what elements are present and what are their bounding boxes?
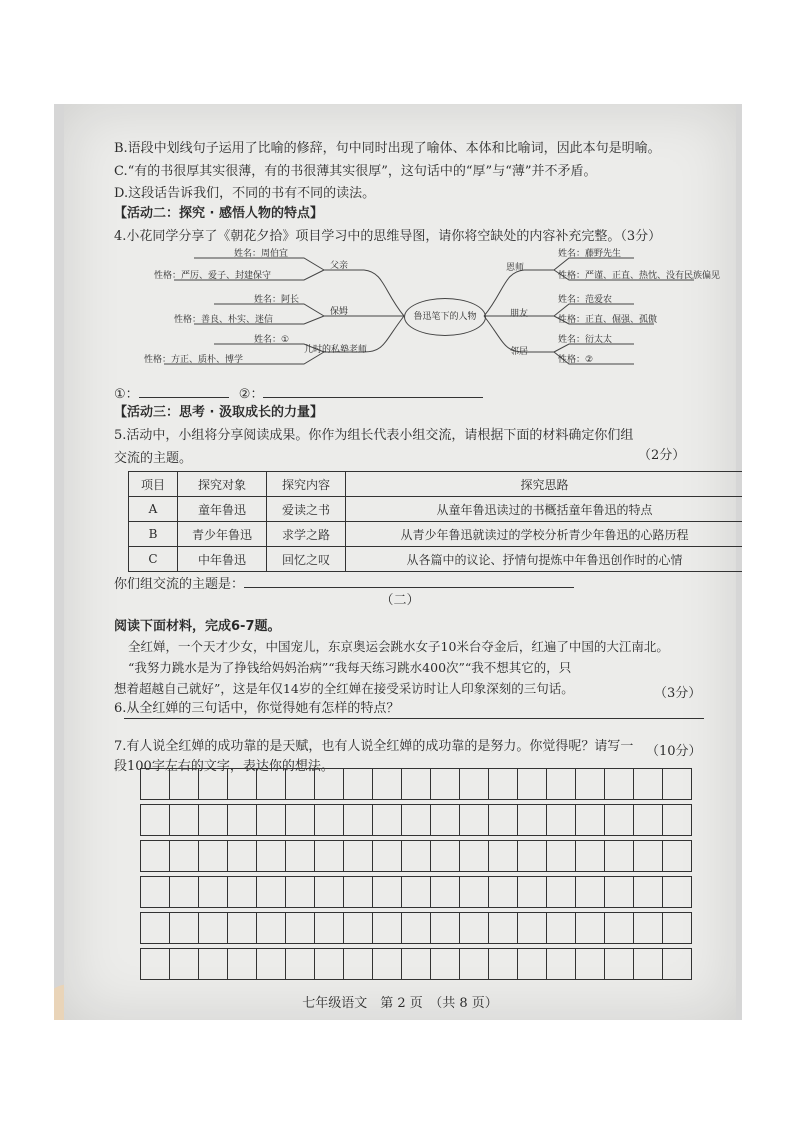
table-header-cell: 探究对象 — [178, 472, 267, 497]
grid-cell[interactable] — [372, 913, 401, 943]
grid-cell[interactable] — [343, 841, 372, 871]
table-cell: 求学之路 — [267, 522, 346, 547]
grid-cell[interactable] — [198, 769, 227, 799]
reading-para-2: “我努力跳水是为了挣钱给妈妈治病”“我每天练习跳水400次”“我不想其它的，只 — [128, 660, 572, 675]
table-header-row — [129, 472, 743, 497]
grid-cell[interactable] — [169, 805, 198, 835]
grid-cell[interactable] — [517, 805, 546, 835]
grid-cell[interactable] — [488, 877, 517, 907]
table-cell: 回忆之叹 — [267, 547, 346, 572]
grid-cell[interactable] — [285, 949, 314, 979]
question-7-score: （10分） — [646, 744, 702, 759]
table-cell: B — [129, 522, 178, 547]
grid-cell[interactable] — [517, 841, 546, 871]
grid-cell[interactable] — [488, 913, 517, 943]
grid-cell[interactable] — [285, 913, 314, 943]
neighbor-branch: 邻居 — [510, 347, 529, 357]
grid-cell[interactable] — [575, 841, 604, 871]
writing-grid[interactable] — [140, 768, 692, 984]
grid-cell[interactable] — [633, 769, 662, 799]
grid-cell[interactable] — [604, 805, 633, 835]
grid-cell[interactable] — [401, 805, 430, 835]
grid-cell[interactable] — [227, 877, 256, 907]
grid-cell[interactable] — [488, 949, 517, 979]
grid-cell[interactable] — [488, 841, 517, 871]
table-cell: A — [129, 497, 178, 522]
nanny-branch: 保姆 — [330, 307, 349, 317]
grid-cell[interactable] — [517, 769, 546, 799]
grid-cell[interactable] — [169, 877, 198, 907]
grid-cell[interactable] — [633, 877, 662, 907]
grid-cell[interactable] — [140, 877, 169, 907]
grid-cell[interactable] — [430, 841, 459, 871]
table-cell: C — [129, 547, 178, 572]
grid-cell[interactable] — [343, 805, 372, 835]
grid-cell[interactable] — [546, 769, 575, 799]
table-cell: 从青少年鲁迅就读过的学校分析青少年鲁迅的心路历程 — [346, 522, 743, 547]
neighbor-trait: 性格：② — [558, 355, 594, 365]
grid-cell[interactable] — [401, 877, 430, 907]
nanny-name: 姓名：阿长 — [254, 295, 300, 305]
grid-cell[interactable] — [372, 877, 401, 907]
grid-cell[interactable] — [604, 877, 633, 907]
reading-para-3: 想着超越自己就好”，这是年仅14岁的全红婵在接受采访时让人印象深刻的三句话。 — [114, 681, 574, 696]
grid-row[interactable] — [140, 804, 692, 836]
grid-cell[interactable] — [140, 769, 169, 799]
option-d: D.这段话告诉我们，不同的书有不同的读法。 — [114, 186, 376, 201]
grid-cell[interactable] — [430, 949, 459, 979]
grid-cell[interactable] — [459, 841, 488, 871]
question-5-score: （2分） — [638, 448, 686, 463]
blank-1-line[interactable] — [139, 397, 229, 398]
theme-blank-line[interactable] — [244, 587, 574, 588]
grid-cell[interactable] — [372, 949, 401, 979]
grid-cell[interactable] — [256, 913, 285, 943]
grid-cell[interactable] — [575, 877, 604, 907]
mentor-branch: 恩师 — [506, 263, 525, 273]
grid-cell[interactable] — [140, 805, 169, 835]
grid-cell[interactable] — [256, 949, 285, 979]
grid-cell[interactable] — [256, 805, 285, 835]
grid-cell[interactable] — [662, 841, 692, 871]
inquiry-table — [128, 471, 742, 572]
grid-cell[interactable] — [430, 877, 459, 907]
grid-cell[interactable] — [256, 841, 285, 871]
grid-cell[interactable] — [459, 913, 488, 943]
grid-cell[interactable] — [169, 841, 198, 871]
grid-cell[interactable] — [517, 949, 546, 979]
question-6: 6.从全红婵的三句话中，你觉得她有怎样的特点？ — [114, 701, 400, 716]
friend-name: 姓名：范爱农 — [558, 295, 613, 305]
grid-cell[interactable] — [198, 877, 227, 907]
grid-cell[interactable] — [227, 913, 256, 943]
grid-row[interactable] — [140, 840, 692, 872]
grid-cell[interactable] — [546, 841, 575, 871]
grid-cell[interactable] — [662, 805, 692, 835]
grid-cell[interactable] — [401, 769, 430, 799]
question-5-line1: 5.活动中，小组将分享阅读成果。你作为组长代表小组交流，请根据下面的材料确定你们组 — [114, 428, 634, 443]
question-6-answer-line[interactable] — [124, 718, 704, 719]
grid-cell[interactable] — [633, 841, 662, 871]
nanny-trait: 性格：善良、朴实、迷信 — [174, 315, 274, 325]
section-two-heading: （二） — [380, 593, 420, 608]
option-c: C.“有的书很厚其实很薄，有的书很薄其实很厚”，这句话中的“厚”与“薄”并不矛盾。 — [114, 164, 597, 179]
grid-cell[interactable] — [140, 913, 169, 943]
grid-cell[interactable] — [604, 913, 633, 943]
friend-branch: 朋友 — [510, 309, 529, 319]
grid-cell[interactable] — [546, 805, 575, 835]
grid-cell[interactable] — [285, 805, 314, 835]
grid-cell[interactable] — [314, 805, 343, 835]
grid-cell[interactable] — [198, 841, 227, 871]
grid-cell[interactable] — [314, 841, 343, 871]
mind-map — [144, 249, 721, 384]
grid-cell[interactable] — [459, 805, 488, 835]
grid-cell[interactable] — [401, 841, 430, 871]
grid-cell[interactable] — [546, 877, 575, 907]
grid-cell[interactable] — [343, 913, 372, 943]
grid-cell[interactable] — [633, 805, 662, 835]
grid-cell[interactable] — [575, 913, 604, 943]
grid-cell[interactable] — [517, 913, 546, 943]
grid-cell[interactable] — [401, 913, 430, 943]
grid-cell[interactable] — [604, 949, 633, 979]
reading-para-1: 全红婵，一个天才少女，中国宠儿，东京奥运会跳水女子10米台夺金后，红遍了中国的大江南北。 — [128, 639, 669, 654]
grid-cell[interactable] — [488, 805, 517, 835]
grid-row[interactable] — [140, 768, 692, 800]
option-b: B.语段中划线句子运用了比喻的修辞，句中同时出现了喻体、本体和比喻词，因此本句是明喻。 — [114, 141, 661, 156]
page-footer: 七年级语文 第 2 页 （共 8 页） — [302, 996, 498, 1011]
grid-cell[interactable] — [372, 841, 401, 871]
grid-cell[interactable] — [575, 769, 604, 799]
father-trait: 性格：严厉、爱子、封建保守 — [154, 271, 272, 281]
grid-cell[interactable] — [517, 877, 546, 907]
grid-cell[interactable] — [314, 877, 343, 907]
grid-cell[interactable] — [169, 949, 198, 979]
neighbor-name: 姓名：衍太太 — [558, 335, 613, 345]
grid-cell[interactable] — [227, 949, 256, 979]
grid-cell[interactable] — [546, 913, 575, 943]
grid-cell[interactable] — [198, 913, 227, 943]
grid-cell[interactable] — [459, 949, 488, 979]
grid-cell[interactable] — [314, 949, 343, 979]
grid-cell[interactable] — [256, 769, 285, 799]
grid-cell[interactable] — [372, 769, 401, 799]
table-cell: 从各篇中的议论、抒情句提炼中年鲁迅创作时的心情 — [346, 547, 743, 572]
grid-cell[interactable] — [372, 805, 401, 835]
grid-cell[interactable] — [285, 877, 314, 907]
question-4: 4.小花同学分享了《朝花夕拾》项目学习中的思维导图，请你将空缺处的内容补充完整。（3分） — [114, 229, 662, 244]
grid-cell[interactable] — [227, 769, 256, 799]
grid-cell[interactable] — [227, 841, 256, 871]
grid-row[interactable] — [140, 876, 692, 908]
grid-cell[interactable] — [459, 877, 488, 907]
friend-trait: 性格：正直、倔强、孤傲 — [558, 315, 658, 325]
blank-2-label: ②： — [238, 387, 264, 402]
question-7-line2: 段100字左右的文字，表达你的想法。 — [114, 759, 334, 774]
question-5-line2: 交流的主题。 — [114, 451, 193, 466]
grid-cell[interactable] — [227, 805, 256, 835]
table-cell: 青少年鲁迅 — [178, 522, 267, 547]
grid-cell[interactable] — [256, 877, 285, 907]
photo-background — [54, 104, 742, 1020]
teacher-trait: 性格：方正、质朴、博学 — [144, 355, 244, 365]
grid-cell[interactable] — [343, 877, 372, 907]
grid-cell[interactable] — [198, 949, 227, 979]
grid-cell[interactable] — [459, 769, 488, 799]
grid-cell[interactable] — [314, 913, 343, 943]
table-row — [129, 547, 743, 572]
blank-1-label: ①： — [114, 387, 139, 402]
grid-cell[interactable] — [169, 769, 198, 799]
table-header-cell: 项目 — [129, 472, 178, 497]
teacher-name: 姓名：① — [254, 335, 290, 345]
grid-cell[interactable] — [662, 769, 692, 799]
answer-blanks — [114, 386, 483, 404]
grid-cell[interactable] — [430, 805, 459, 835]
grid-cell[interactable] — [575, 949, 604, 979]
grid-cell[interactable] — [662, 913, 692, 943]
grid-cell[interactable] — [169, 913, 198, 943]
blank-2-line[interactable] — [263, 397, 483, 398]
grid-row[interactable] — [140, 912, 692, 944]
grid-cell[interactable] — [140, 949, 169, 979]
question-6-score: （3分） — [654, 686, 702, 701]
father-name: 姓名：周伯宜 — [234, 249, 289, 259]
activity3-title: 【活动三：思考 · 汲取成长的力量】 — [114, 405, 323, 420]
question-7-line1: 7.有人说全红婵的成功靠的是天赋，也有人说全红婵的成功靠的是努力。你觉得呢？请写一 — [114, 739, 634, 754]
table-cell: 童年鲁迅 — [178, 497, 267, 522]
grid-cell[interactable] — [633, 913, 662, 943]
grid-cell[interactable] — [546, 949, 575, 979]
mentor-trait: 性格：严谨、正直、热忱、没有民族偏见 — [558, 271, 721, 281]
grid-cell[interactable] — [198, 805, 227, 835]
grid-cell[interactable] — [604, 769, 633, 799]
grid-cell[interactable] — [662, 877, 692, 907]
mentor-name: 姓名：藤野先生 — [558, 249, 622, 259]
activity2-title: 【活动二：探究 · 感悟人物的特点】 — [114, 206, 323, 221]
grid-cell[interactable] — [430, 769, 459, 799]
grid-cell[interactable] — [285, 841, 314, 871]
table-cell: 爱读之书 — [267, 497, 346, 522]
table-cell: 从童年鲁迅读过的书概括童年鲁迅的特点 — [346, 497, 743, 522]
table-row — [129, 497, 743, 522]
theme-label: 你们组交流的主题是： — [114, 577, 245, 592]
father-branch: 父亲 — [330, 261, 349, 271]
table-cell: 中年鲁迅 — [178, 547, 267, 572]
grid-cell[interactable] — [662, 949, 692, 979]
mind-map-center: 鲁迅笔下的人物 — [404, 298, 486, 336]
grid-cell[interactable] — [285, 769, 314, 799]
grid-row[interactable] — [140, 948, 692, 980]
table-header-cell: 探究内容 — [267, 472, 346, 497]
exam-paper — [64, 104, 736, 1020]
grid-cell[interactable] — [488, 769, 517, 799]
grid-cell[interactable] — [604, 841, 633, 871]
grid-cell[interactable] — [430, 913, 459, 943]
grid-cell[interactable] — [401, 949, 430, 979]
table-row — [129, 522, 743, 547]
grid-cell[interactable] — [314, 769, 343, 799]
teacher-branch: 儿时的私塾老师 — [304, 345, 368, 355]
grid-cell[interactable] — [343, 769, 372, 799]
grid-cell[interactable] — [575, 805, 604, 835]
grid-cell[interactable] — [343, 949, 372, 979]
reading-title: 阅读下面材料，完成6-7题。 — [114, 619, 281, 634]
grid-cell[interactable] — [140, 841, 169, 871]
grid-cell[interactable] — [633, 949, 662, 979]
table-header-cell: 探究思路 — [346, 472, 743, 497]
